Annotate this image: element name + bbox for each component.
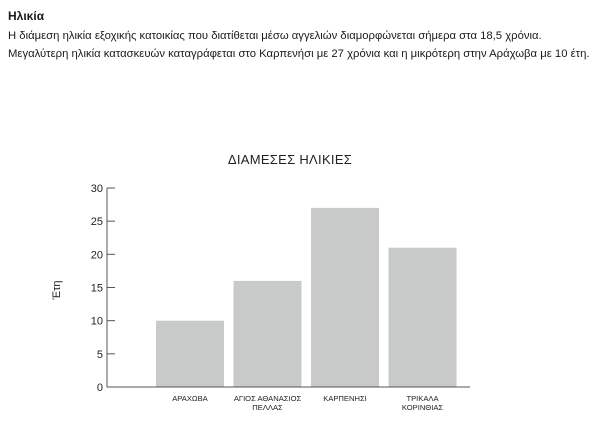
y-tick-label: 20 [90, 249, 103, 262]
bar [311, 208, 379, 387]
chart-title: ΔΙΑΜΕΣΕΣ ΗΛΙΚΙΕΣ [227, 152, 353, 167]
category-label: ΠΕΛΛΑΣ [252, 403, 283, 412]
bar [234, 281, 302, 387]
y-tick-label: 25 [90, 216, 103, 229]
category-label: ΤΡΙΚΑΛΑ [406, 394, 439, 403]
bars-group [156, 208, 457, 387]
y-tick-label: 30 [90, 183, 103, 195]
y-axis-title: Έτη [51, 280, 63, 300]
section-heading: Ηλικία [8, 9, 45, 23]
section-paragraph: Η διάμεση ηλικία εξοχικής κατοικίας που διατίθεται μέσω αγγελιών διαμορφώνεται σήμερα στα 18,5 χρόνια. Μεγαλύτερη ηλικία κατασκευών καταγράφεται στο Καρπενήσι με 27 χρόνια και η μικρότερη στην Αράχωβα με 10 έτη. [8, 30, 590, 60]
bar [156, 321, 224, 387]
y-axis-ticks [91, 183, 115, 394]
category-label: ΑΡΑΧΩΒΑ [172, 394, 208, 403]
bar [389, 248, 457, 387]
category-labels [172, 394, 443, 412]
y-tick-label: 0 [96, 382, 103, 394]
category-label: ΚΟΡΙΝΘΙΑΣ [401, 403, 444, 412]
y-tick-label: 15 [90, 282, 103, 295]
category-label: ΑΓΙΟΣ ΑΘΑΝΑΣΙΟΣ [233, 394, 302, 403]
y-tick-label: 5 [96, 348, 103, 361]
category-label: ΚΑΡΠΕΝΗΣΙ [323, 394, 367, 403]
y-tick-label: 10 [90, 315, 103, 328]
